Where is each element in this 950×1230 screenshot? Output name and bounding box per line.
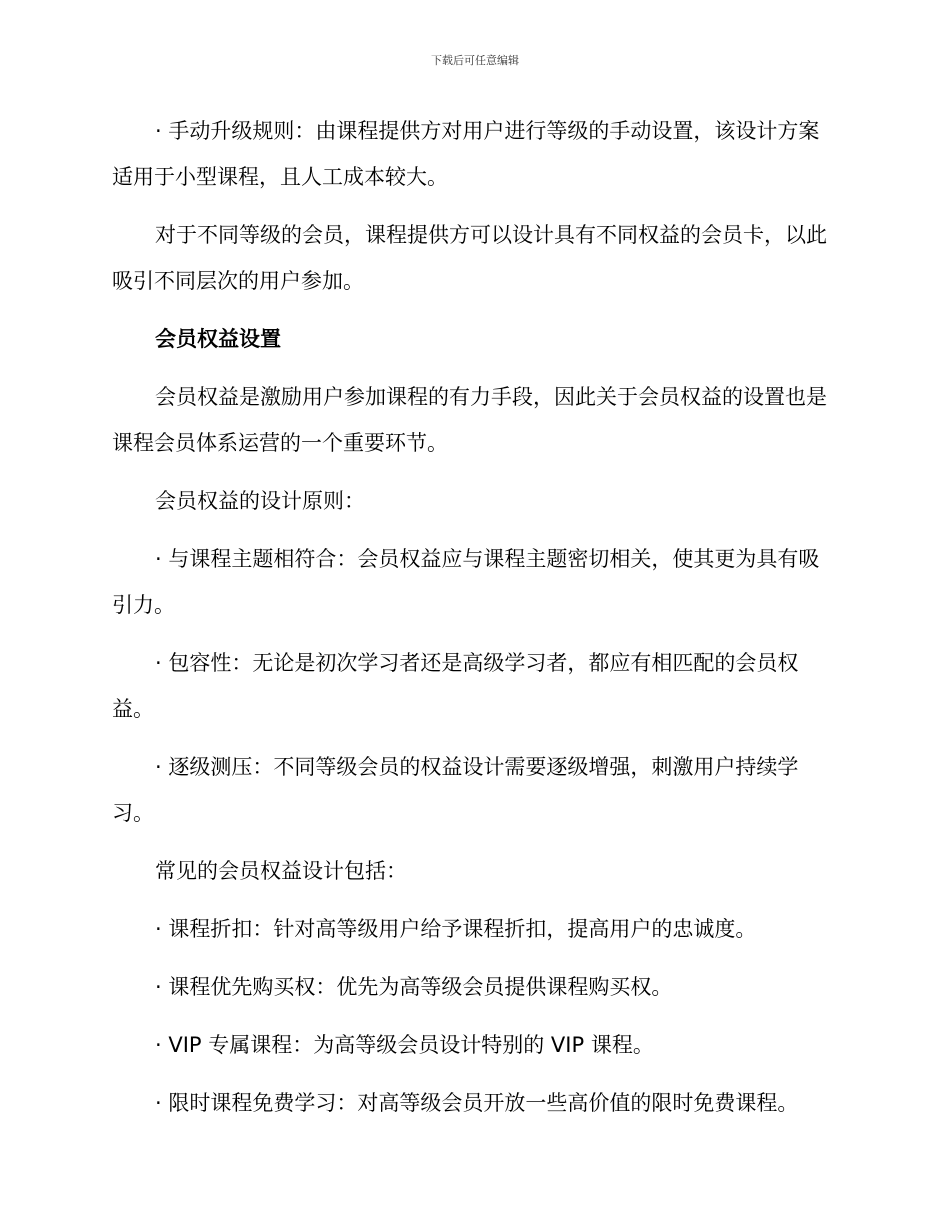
- list-item-course-discount: · 课程折扣：针对高等级用户给予课程折扣，提高用户的忠诚度。: [155, 917, 757, 941]
- paragraph-common-benefits-label: 常见的会员权益设计包括：: [155, 859, 407, 883]
- list-item-progressive-levels: · 逐级测压：不同等级会员的权益设计需要逐级增强，刺激用户持续学习。: [112, 755, 799, 825]
- list-item-priority-purchase: · 课程优先购买权：优先为高等级会员提供课程购买权。: [155, 975, 673, 999]
- section-heading-member-benefits: 会员权益设置: [155, 327, 281, 351]
- list-item-theme-match: · 与课程主题相符合：会员权益应与课程主题密切相关，使其更为具有吸引力。: [112, 547, 820, 617]
- document-body: [112, 108, 840, 1138]
- list-item-vip-courses: · VIP 专属课程：为高等级会员设计特别的 VIP 课程。: [155, 1033, 654, 1057]
- paragraph-benefits-intro: 会员权益是激励用户参加课程的有力手段，因此关于会员权益的设置也是课程会员体系运营的一个重要环节。: [112, 385, 827, 455]
- paragraph-design-principles-label: 会员权益的设计原则：: [155, 489, 365, 513]
- page-header-note: 下载后可任意编辑: [431, 54, 519, 67]
- list-item-inclusiveness: · 包容性：无论是初次学习者还是高级学习者，都应有相匹配的会员权益。: [112, 651, 799, 721]
- list-item-free-limited-courses: · 限时课程免费学习：对高等级会员开放一些高价值的限时免费课程。: [155, 1091, 799, 1115]
- paragraph-manual-upgrade-rule: · 手动升级规则：由课程提供方对用户进行等级的手动设置，该设计方案适用于小型课程，且人工成本较大。: [112, 119, 820, 189]
- paragraph-membership-cards: 对于不同等级的会员，课程提供方可以设计具有不同权益的会员卡，以此吸引不同层次的用户参加。: [112, 223, 827, 293]
